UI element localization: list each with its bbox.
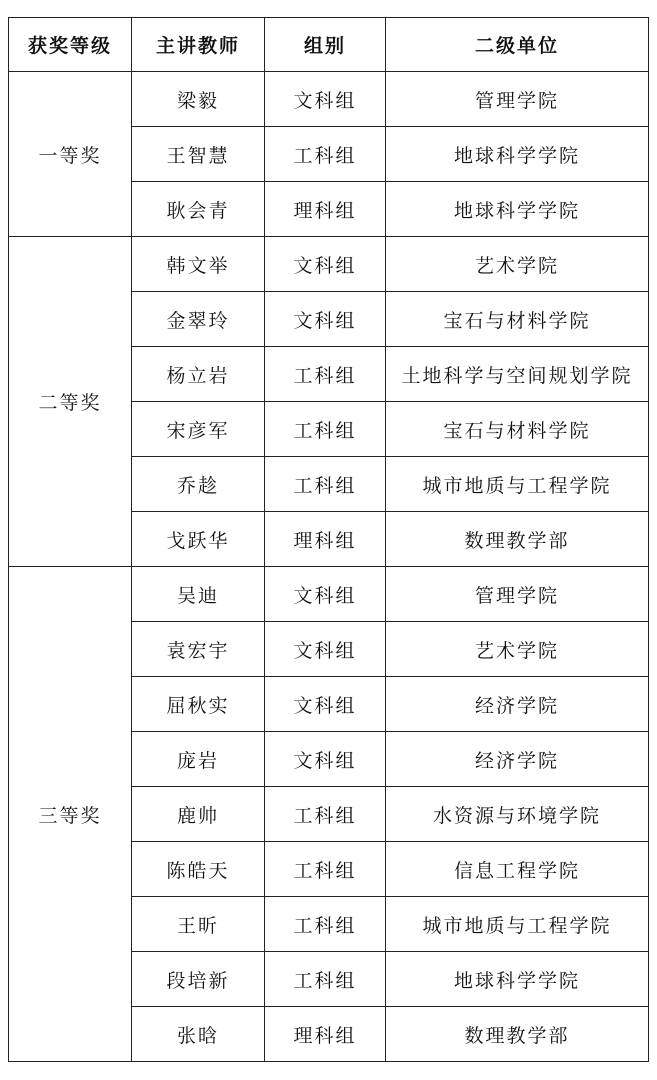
group-cell: 理科组 xyxy=(265,182,386,237)
group-cell: 文科组 xyxy=(265,292,386,347)
table-row xyxy=(9,72,649,127)
group-cell: 文科组 xyxy=(265,732,386,787)
unit-cell: 经济学院 xyxy=(386,732,649,787)
group-cell: 文科组 xyxy=(265,237,386,292)
header-group: 组别 xyxy=(265,18,386,72)
unit-cell: 地球科学学院 xyxy=(386,182,649,237)
group-cell: 理科组 xyxy=(265,512,386,567)
header-row xyxy=(9,18,649,72)
unit-cell: 数理教学部 xyxy=(386,512,649,567)
group-cell: 工科组 xyxy=(265,127,386,182)
header-teacher: 主讲教师 xyxy=(132,18,265,72)
group-cell: 文科组 xyxy=(265,72,386,127)
teacher-cell: 陈皓天 xyxy=(132,842,265,897)
unit-cell: 艺术学院 xyxy=(386,622,649,677)
group-cell: 工科组 xyxy=(265,897,386,952)
group-cell: 工科组 xyxy=(265,402,386,457)
header-award-level: 获奖等级 xyxy=(9,18,132,72)
teacher-cell: 宋彦军 xyxy=(132,402,265,457)
table-row xyxy=(9,567,649,622)
unit-cell: 数理教学部 xyxy=(386,1007,649,1062)
group-cell: 文科组 xyxy=(265,567,386,622)
award-level-cell: 一等奖 xyxy=(9,72,132,237)
group-cell: 理科组 xyxy=(265,1007,386,1062)
table-body xyxy=(9,72,649,1062)
teacher-cell: 韩文举 xyxy=(132,237,265,292)
group-cell: 工科组 xyxy=(265,457,386,512)
unit-cell: 管理学院 xyxy=(386,72,649,127)
unit-cell: 信息工程学院 xyxy=(386,842,649,897)
group-cell: 工科组 xyxy=(265,347,386,402)
unit-cell: 经济学院 xyxy=(386,677,649,732)
group-cell: 工科组 xyxy=(265,787,386,842)
unit-cell: 宝石与材料学院 xyxy=(386,292,649,347)
unit-cell: 城市地质与工程学院 xyxy=(386,897,649,952)
teacher-cell: 戈跃华 xyxy=(132,512,265,567)
table-row xyxy=(9,237,649,292)
teacher-cell: 耿会青 xyxy=(132,182,265,237)
unit-cell: 管理学院 xyxy=(386,567,649,622)
teacher-cell: 段培新 xyxy=(132,952,265,1007)
teacher-cell: 王昕 xyxy=(132,897,265,952)
unit-cell: 宝石与材料学院 xyxy=(386,402,649,457)
teacher-cell: 金翠玲 xyxy=(132,292,265,347)
teacher-cell: 鹿帅 xyxy=(132,787,265,842)
group-cell: 工科组 xyxy=(265,952,386,1007)
award-level-cell: 三等奖 xyxy=(9,567,132,1062)
unit-cell: 地球科学学院 xyxy=(386,952,649,1007)
teacher-cell: 张晗 xyxy=(132,1007,265,1062)
unit-cell: 地球科学学院 xyxy=(386,127,649,182)
header-unit: 二级单位 xyxy=(386,18,649,72)
group-cell: 文科组 xyxy=(265,677,386,732)
unit-cell: 艺术学院 xyxy=(386,237,649,292)
awards-table xyxy=(8,17,649,1062)
table-header xyxy=(9,18,649,72)
teacher-cell: 梁毅 xyxy=(132,72,265,127)
award-level-cell: 二等奖 xyxy=(9,237,132,567)
group-cell: 工科组 xyxy=(265,842,386,897)
teacher-cell: 杨立岩 xyxy=(132,347,265,402)
unit-cell: 水资源与环境学院 xyxy=(386,787,649,842)
teacher-cell: 庞岩 xyxy=(132,732,265,787)
teacher-cell: 吴迪 xyxy=(132,567,265,622)
teacher-cell: 屈秋实 xyxy=(132,677,265,732)
teacher-cell: 王智慧 xyxy=(132,127,265,182)
unit-cell: 土地科学与空间规划学院 xyxy=(386,347,649,402)
group-cell: 文科组 xyxy=(265,622,386,677)
unit-cell: 城市地质与工程学院 xyxy=(386,457,649,512)
teacher-cell: 袁宏宇 xyxy=(132,622,265,677)
teacher-cell: 乔趁 xyxy=(132,457,265,512)
